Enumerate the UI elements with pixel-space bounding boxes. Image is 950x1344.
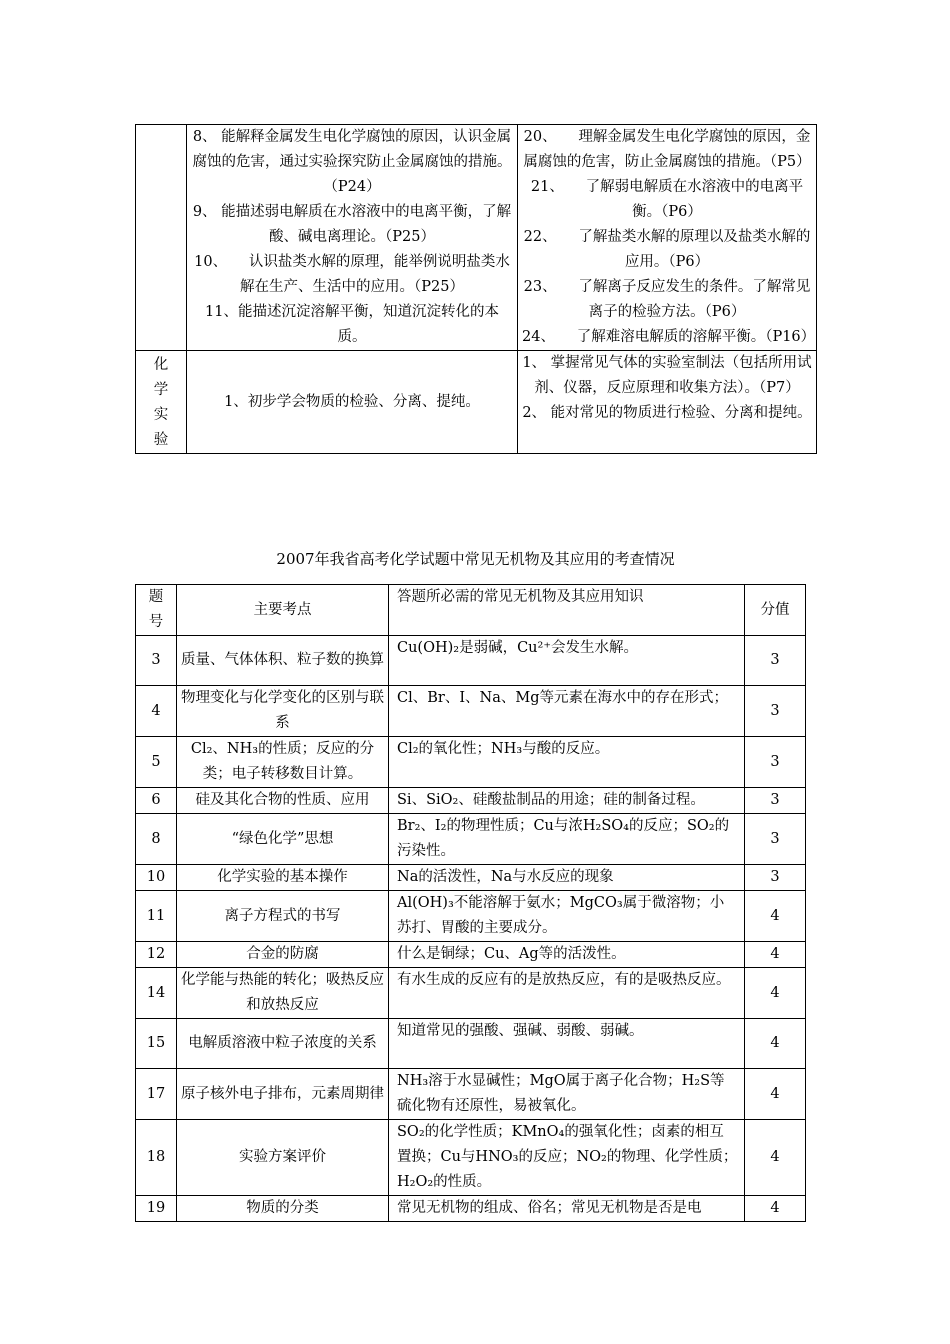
knowledge-cell: NH₃溶于水显碱性；MgO属于离子化合物；H₂S等硫化物有还原性，易被氧化。 xyxy=(389,1069,745,1120)
score-cell: 4 xyxy=(745,942,806,968)
num-cell: 6 xyxy=(136,788,177,814)
standard-item: 1、初步学会物质的检验、分离、提纯。 xyxy=(224,393,480,410)
score-cell: 3 xyxy=(745,686,806,737)
curriculum-table xyxy=(135,124,817,454)
header-score: 分值 xyxy=(745,585,806,636)
knowledge-cell: Cu(OH)₂是弱碱，Cu²⁺会发生水解。 xyxy=(389,636,745,686)
category-cell xyxy=(136,351,187,454)
point-cell: 物质的分类 xyxy=(177,1196,389,1222)
standard-item: 10、 认识盐类水解的原理，能举例说明盐类水解在生产、生活中的应用。（P25） xyxy=(194,254,510,295)
exam-table xyxy=(135,584,806,1222)
table-row xyxy=(136,968,806,1019)
curriculum-row-experiment xyxy=(136,351,817,454)
num-cell: 4 xyxy=(136,686,177,737)
point-cell: 离子方程式的书写 xyxy=(177,891,389,942)
score-cell: 3 xyxy=(745,865,806,891)
table-row xyxy=(136,1120,806,1196)
knowledge-cell: SO₂的化学性质；KMnO₄的强氧化性；卤素的相互置换；Cu与HNO₃的反应；NO₂的物理、化学性质；H₂O₂的性质。 xyxy=(389,1120,745,1196)
num-cell: 5 xyxy=(136,737,177,788)
standard-item: 8、 能解释金属发生电化学腐蚀的原因，认识金属腐蚀的危害，通过实验探究防止金属腐蚀的措施。（P24） xyxy=(192,129,512,195)
point-cell: 合金的防腐 xyxy=(177,942,389,968)
score-cell: 4 xyxy=(745,1120,806,1196)
num-cell: 14 xyxy=(136,968,177,1019)
syllabus-item: 24、 了解难溶电解质的溶解平衡。（P16） xyxy=(522,329,816,345)
num-cell: 10 xyxy=(136,865,177,891)
num-cell: 11 xyxy=(136,891,177,942)
category-char: 验 xyxy=(153,432,169,448)
header-point: 主要考点 xyxy=(177,585,389,636)
syllabus-item: 2、 能对常见的物质进行检验、分离和提纯。 xyxy=(522,405,812,421)
score-cell: 4 xyxy=(745,1069,806,1120)
category-char: 实 xyxy=(153,407,169,423)
standard-item: 11、能描述沉淀溶解平衡，知道沉淀转化的本质。 xyxy=(205,304,499,345)
point-cell: 硅及其化合物的性质、应用 xyxy=(177,788,389,814)
table-header-row xyxy=(136,585,806,636)
num-cell: 8 xyxy=(136,814,177,865)
knowledge-cell: Si、SiO₂、硅酸盐制品的用途；硅的制备过程。 xyxy=(389,788,745,814)
table-row xyxy=(136,686,806,737)
score-cell: 4 xyxy=(745,891,806,942)
num-cell: 17 xyxy=(136,1069,177,1120)
point-cell: 质量、气体体积、粒子数的换算 xyxy=(177,636,389,686)
point-cell: “绿色化学”思想 xyxy=(177,814,389,865)
table-caption: 2007年我省高考化学试题中常见无机物及其应用的考查情况 xyxy=(276,550,675,568)
syllabus-cell xyxy=(518,125,817,351)
point-cell: 化学实验的基本操作 xyxy=(177,865,389,891)
table-row xyxy=(136,891,806,942)
knowledge-cell: 有水生成的反应有的是放热反应，有的是吸热反应。 xyxy=(389,968,745,1019)
num-cell: 15 xyxy=(136,1019,177,1069)
score-cell: 3 xyxy=(745,788,806,814)
knowledge-cell: Br₂、I₂的物理性质；Cu与浓H₂SO₄的反应；SO₂的污染性。 xyxy=(389,814,745,865)
point-cell: 电解质溶液中粒子浓度的关系 xyxy=(177,1019,389,1069)
knowledge-cell: Cl、Br、I、Na、Mg等元素在海水中的存在形式； xyxy=(389,686,745,737)
point-cell: 物理变化与化学变化的区别与联系 xyxy=(177,686,389,737)
table-row xyxy=(136,788,806,814)
num-cell: 19 xyxy=(136,1196,177,1222)
table-row xyxy=(136,737,806,788)
table-row xyxy=(136,942,806,968)
score-cell: 3 xyxy=(745,636,806,686)
syllabus-cell xyxy=(518,351,817,454)
syllabus-item: 23、 了解离子反应发生的条件。了解常见离子的检验方法。（P6） xyxy=(523,279,811,320)
knowledge-cell: 知道常见的强酸、强碱、弱酸、弱碱。 xyxy=(389,1019,745,1069)
knowledge-cell: 什么是铜绿；Cu、Ag等的活泼性。 xyxy=(389,942,745,968)
point-cell: 原子核外电子排布，元素周期律 xyxy=(177,1069,389,1120)
knowledge-cell: 常见无机物的组成、俗名；常见无机物是否是电 xyxy=(389,1196,745,1222)
standard-cell xyxy=(187,125,518,351)
table-row xyxy=(136,636,806,686)
num-cell: 12 xyxy=(136,942,177,968)
syllabus-item: 22、 了解盐类水解的原理以及盐类水解的应用。（P6） xyxy=(523,229,811,270)
header-knowledge: 答题所必需的常见无机物及其应用知识 xyxy=(389,585,745,636)
table-row xyxy=(136,1019,806,1069)
num-cell: 18 xyxy=(136,1120,177,1196)
exam-table-body xyxy=(136,636,806,1222)
score-cell: 4 xyxy=(745,1019,806,1069)
header-num: 题号 xyxy=(136,585,177,636)
table-row xyxy=(136,1069,806,1120)
point-cell: Cl₂、NH₃的性质；反应的分类；电子转移数目计算。 xyxy=(177,737,389,788)
standard-cell xyxy=(187,351,518,454)
standard-item: 9、 能描述弱电解质在水溶液中的电离平衡，了解酸、碱电离理论。（P25） xyxy=(192,204,512,245)
table-row xyxy=(136,865,806,891)
category-char: 学 xyxy=(153,382,169,398)
curriculum-row-electrochem xyxy=(136,125,817,351)
syllabus-item: 20、 理解金属发生电化学腐蚀的原因，金属腐蚀的危害，防止金属腐蚀的措施。（P5） xyxy=(523,129,811,170)
score-cell: 4 xyxy=(745,968,806,1019)
score-cell: 3 xyxy=(745,814,806,865)
score-cell: 4 xyxy=(745,1196,806,1222)
table-row xyxy=(136,1196,806,1222)
num-cell: 3 xyxy=(136,636,177,686)
syllabus-item: 1、 掌握常见气体的实验室制法（包括所用试剂、仪器，反应原理和收集方法）。（P7） xyxy=(522,355,812,396)
table-row xyxy=(136,814,806,865)
point-cell: 化学能与热能的转化；吸热反应和放热反应 xyxy=(177,968,389,1019)
category-char: 化 xyxy=(153,357,169,373)
point-cell: 实验方案评价 xyxy=(177,1120,389,1196)
knowledge-cell: Cl₂的氧化性；NH₃与酸的反应。 xyxy=(389,737,745,788)
knowledge-cell: Al(OH)₃不能溶解于氨水；MgCO₃属于微溶物；小苏打、胃酸的主要成分。 xyxy=(389,891,745,942)
syllabus-item: 21、 了解弱电解质在水溶液中的电离平衡。（P6） xyxy=(530,179,804,220)
score-cell: 3 xyxy=(745,737,806,788)
knowledge-cell: Na的活泼性，Na与水反应的现象 xyxy=(389,865,745,891)
category-cell xyxy=(136,125,187,351)
